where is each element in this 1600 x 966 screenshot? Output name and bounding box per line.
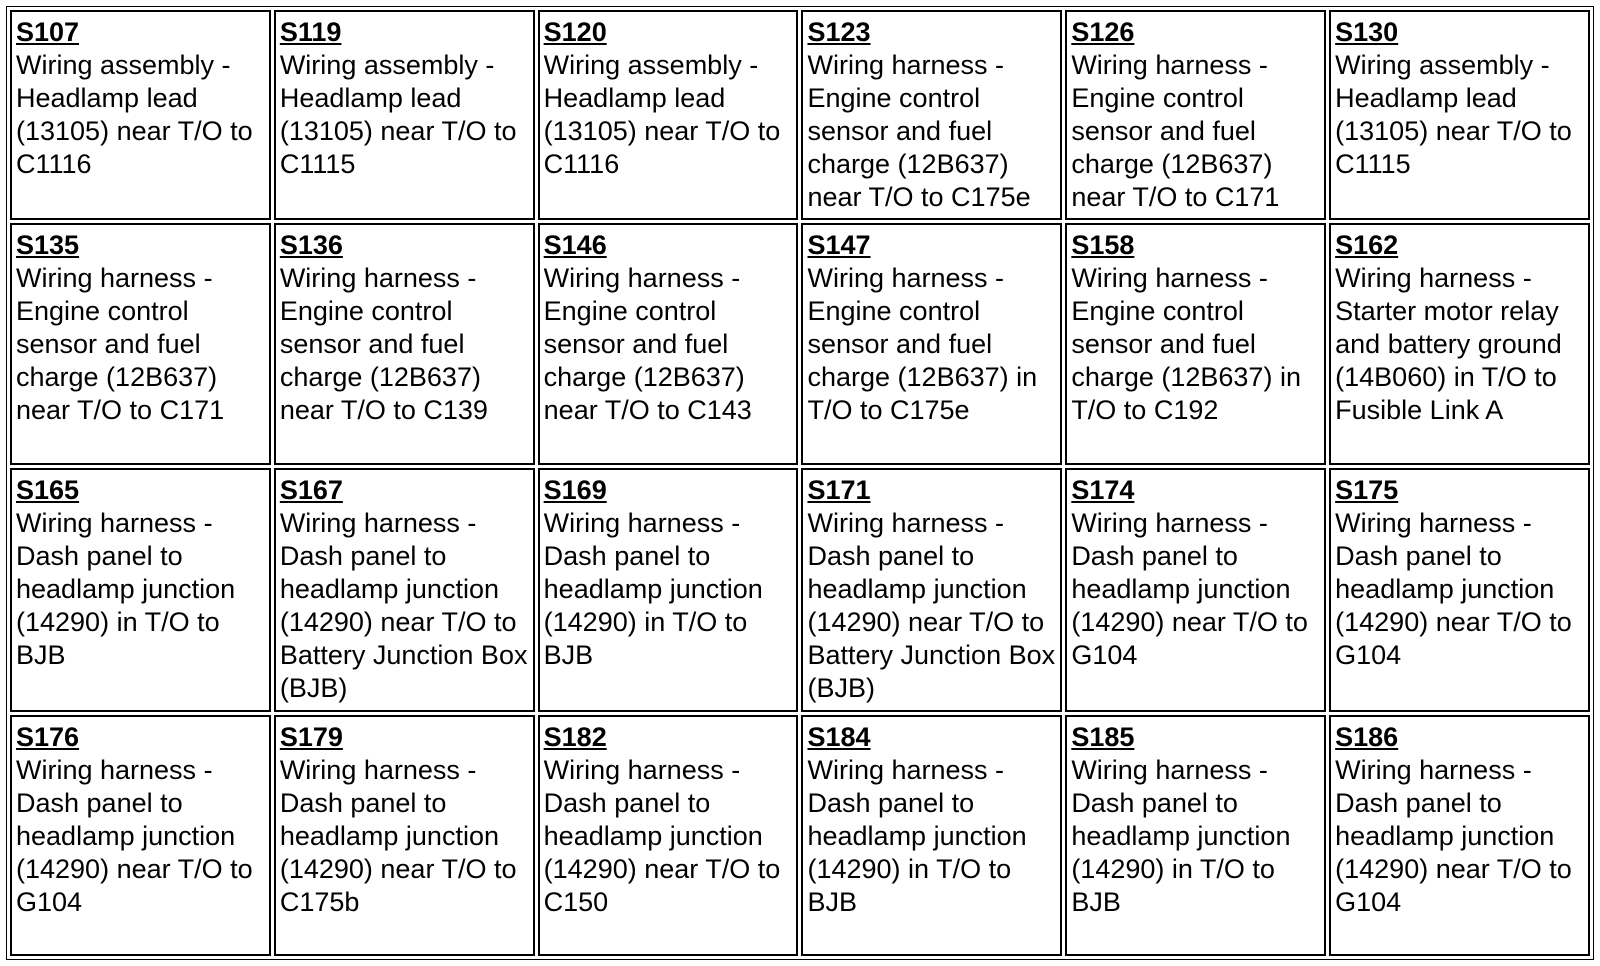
splice-id: S123 (807, 17, 871, 47)
splice-table (6, 6, 1594, 960)
splice-id: S176 (16, 721, 80, 752)
splice-description: Wiring harness - Dash panel to headlamp junction (14290) near T/O to G104 (1335, 507, 1572, 670)
splice-description: Wiring harness - Engine control sensor and fuel charge (12B637) near T/O to C143 (543, 263, 752, 426)
splice-cell (274, 10, 535, 220)
splice-cell (274, 223, 535, 464)
splice-cell (801, 10, 1062, 220)
splice-cell (10, 10, 271, 220)
splice-cell (10, 223, 271, 464)
splice-description: Wiring harness - Dash panel to headlamp junction (14290) near T/O to Battery Junction Box (BJB) (279, 507, 528, 703)
splice-description: Wiring assembly - Headlamp lead (13105) near T/O to C1116 (16, 50, 253, 179)
splice-id: S126 (1071, 17, 1135, 47)
splice-cell (274, 468, 535, 712)
table-row (10, 223, 1590, 464)
splice-id: S158 (1071, 230, 1135, 261)
splice-id: S167 (279, 474, 343, 505)
splice-id: S120 (543, 17, 607, 47)
splice-id: S146 (543, 230, 607, 261)
splice-description: Wiring harness - Engine control sensor and fuel charge (12B637) near T/O to C171 (1071, 50, 1280, 212)
splice-id: S186 (1335, 721, 1399, 752)
splice-id: S185 (1071, 721, 1135, 752)
splice-cell (274, 715, 535, 956)
splice-id: S130 (1335, 17, 1399, 47)
splice-cell (538, 468, 799, 712)
splice-cell (1065, 715, 1326, 956)
splice-id: S119 (279, 17, 342, 47)
splice-cell (801, 715, 1062, 956)
splice-id: S169 (543, 474, 607, 505)
splice-id: S136 (279, 230, 343, 261)
splice-id: S147 (807, 230, 871, 261)
splice-id: S184 (807, 721, 871, 752)
splice-description: Wiring harness - Engine control sensor and fuel charge (12B637) near T/O to C175e (807, 50, 1031, 212)
splice-cell (801, 223, 1062, 464)
splice-cell (1065, 468, 1326, 712)
splice-id: S179 (279, 721, 343, 752)
splice-description: Wiring assembly - Headlamp lead (13105) near T/O to C1115 (279, 50, 517, 179)
splice-cell (1329, 10, 1590, 220)
splice-description: Wiring harness - Dash panel to headlamp junction (14290) in T/O to BJB (543, 507, 763, 670)
splice-id: S175 (1335, 474, 1399, 505)
splice-id: S171 (807, 474, 871, 505)
splice-cell (1329, 468, 1590, 712)
splice-description: Wiring harness - Engine control sensor and fuel charge (12B637) near T/O to C171 (16, 263, 225, 426)
splice-description: Wiring harness - Engine control sensor and fuel charge (12B637) in T/O to C175e (807, 263, 1038, 426)
splice-description: Wiring harness - Dash panel to headlamp junction (14290) near T/O to C150 (543, 754, 781, 917)
splice-cell (1329, 715, 1590, 956)
splice-description: Wiring harness - Dash panel to headlamp junction (14290) near T/O to G104 (16, 754, 253, 917)
splice-cell (10, 715, 271, 956)
splice-id: S174 (1071, 474, 1135, 505)
splice-id: S162 (1335, 230, 1399, 261)
splice-description: Wiring assembly - Headlamp lead (13105) near T/O to C1116 (543, 50, 781, 179)
splice-cell (1329, 223, 1590, 464)
splice-description: Wiring harness - Dash panel to headlamp junction (14290) in T/O to BJB (807, 754, 1027, 917)
splice-description: Wiring harness - Engine control sensor and fuel charge (12B637) near T/O to C139 (279, 263, 488, 426)
splice-id: S107 (16, 17, 80, 47)
splice-cell (538, 10, 799, 220)
splice-description: Wiring harness - Dash panel to headlamp junction (14290) in T/O to BJB (16, 507, 236, 670)
splice-description: Wiring harness - Starter motor relay and battery ground (14B060) in T/O to Fusible Link A (1335, 263, 1562, 426)
splice-id: S182 (543, 721, 607, 752)
splice-description: Wiring assembly - Headlamp lead (13105) near T/O to C1115 (1335, 50, 1572, 179)
splice-description: Wiring harness - Engine control sensor and fuel charge (12B637) in T/O to C192 (1071, 263, 1301, 426)
splice-description: Wiring harness - Dash panel to headlamp junction (14290) near T/O to G104 (1071, 507, 1308, 670)
splice-cell (1065, 223, 1326, 464)
splice-cell (10, 468, 271, 712)
splice-cell (538, 715, 799, 956)
splice-cell (801, 468, 1062, 712)
table-row (10, 468, 1590, 712)
splice-description: Wiring harness - Dash panel to headlamp junction (14290) near T/O to G104 (1335, 754, 1572, 917)
splice-description: Wiring harness - Dash panel to headlamp junction (14290) near T/O to C175b (279, 754, 517, 917)
splice-description: Wiring harness - Dash panel to headlamp junction (14290) near T/O to Battery Junction Box (BJB) (807, 507, 1056, 703)
splice-description: Wiring harness - Dash panel to headlamp junction (14290) in T/O to BJB (1071, 754, 1291, 917)
table-row (10, 715, 1590, 956)
table-row (10, 10, 1590, 220)
splice-id: S165 (16, 474, 80, 505)
splice-cell (1065, 10, 1326, 220)
splice-id: S135 (16, 230, 80, 261)
splice-cell (538, 223, 799, 464)
